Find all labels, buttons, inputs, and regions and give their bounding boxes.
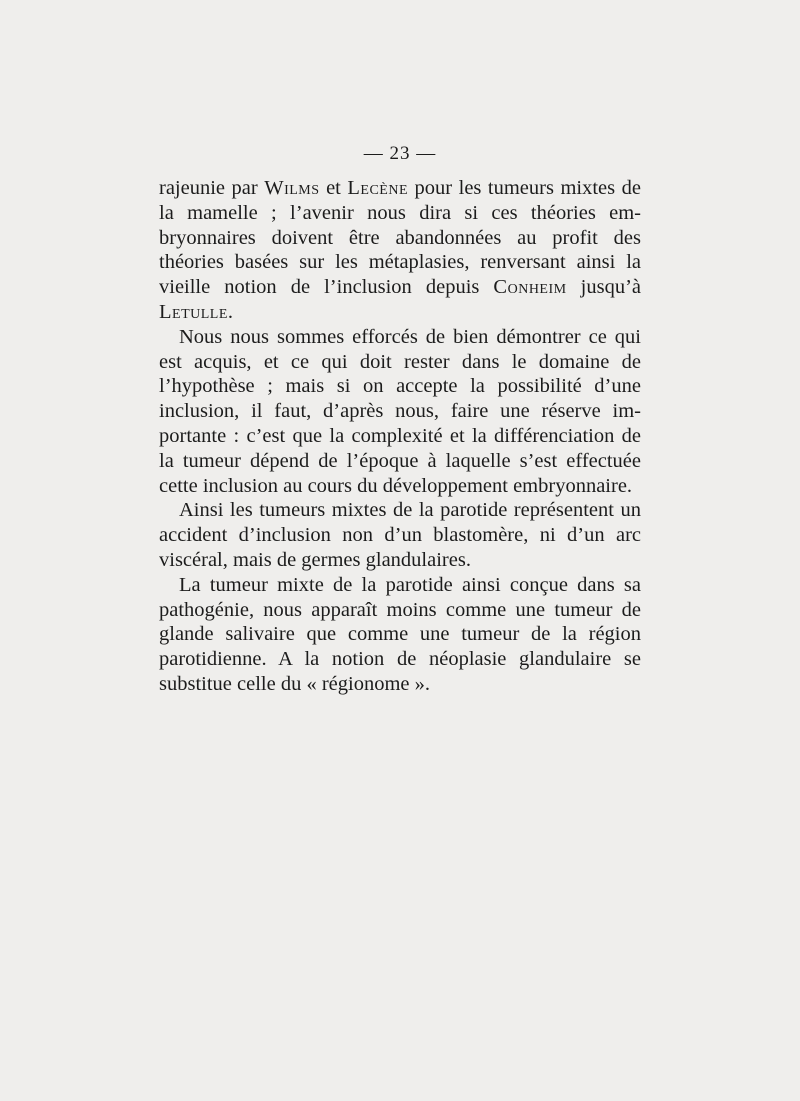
author-name-conheim: Conheim [493,276,567,299]
text-segment: rajeunie par [159,177,265,199]
author-name-wilms: Wilms [264,177,320,199]
paragraph-2 [159,325,641,499]
text-segment: . [227,300,234,323]
paragraph-1 [159,176,641,325]
paragraph-4 [159,573,641,697]
text-segment: Nous nous sommes efforcés de bien démontrer ce qui est acquis, et ce qui doit rester dans le domaine de l’hypothèse ; mais si on accepte la possibilité d’une inclusion, il faut, d’après nous, faire une réserve importante : c’est que la complexité et la différenciation de la tumeur dépend de l’époque à laquelle s’est effectuée cette inclusion au cours du développement embryonnaire. [159,325,641,497]
paragraph-3 [159,498,641,572]
author-name-letulle: Letulle [159,300,228,323]
text-segment: jusqu’à [566,276,641,299]
text-segment: La tumeur mixte de la parotide ainsi conçue dans sa pathogénie, nous apparaît moins comme une tumeur de glande salivaire que comme une tumeur de la région parotidienne. A la notion de néoplasie glandulaire se substitue celle du « régionome ». [159,573,641,695]
author-name-lecene: Lecène [347,177,409,199]
body-text [159,176,641,697]
text-segment: Ainsi les tumeurs mixtes de la parotide représentent un accident d’inclusion non d’un blastomère, ni d’un arc viscéral, mais de germes glandulaires. [159,499,641,571]
text-segment: pour les tumeurs mixtes de la mamelle ; l’avenir nous dira si ces théories embryonnaires doivent être abandonnées au profit des théories basées sur les métaplasies, renversant ainsi la vieille notion de l’inclusion depuis [159,177,641,299]
page-number: — 23 — [363,143,437,164]
text-segment: et [319,177,348,199]
